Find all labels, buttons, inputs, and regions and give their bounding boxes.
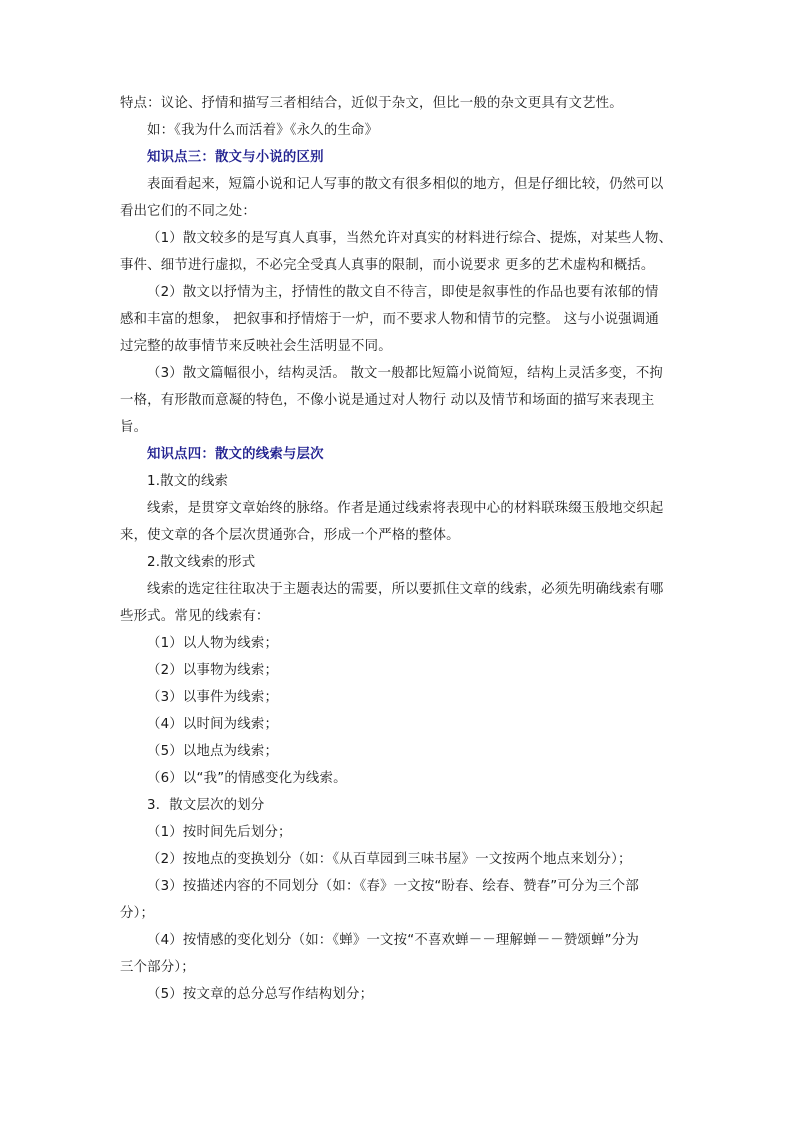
list-item: （1）按时间先后划分； <box>147 825 292 840</box>
list-item: （3）按描述内容的不同划分（如：《春》一文按“盼春、绘春、赞春”可分为三个部 <box>147 879 639 894</box>
paragraph-line: （2）散文以抒情为主，抒情性的散文自不待言，即使是叙事性的作品也要有浓郁的情 <box>147 285 659 300</box>
list-item: （4）按情感的变化划分（如：《蝉》一文按“不喜欢蝉－－理解蝉－－赞颂蝉”分为 <box>147 933 639 948</box>
paragraph-line: 看出它们的不同之处： <box>120 204 256 219</box>
list-item: （5）按文章的总分总写作结构划分； <box>147 987 374 1002</box>
example-line: 如：《我为什么而活着》《永久的生命》 <box>147 123 379 138</box>
paragraph-line: 过完整的故事情节来反映社会生活明显不同。 <box>120 339 392 354</box>
paragraph-line: 一格，有形散而意凝的特色，不像小说是通过对人物行 动以及情节和场面的描写来表现主 <box>120 393 655 408</box>
paragraph-line: （1）散文较多的是写真人真事，当然允许对真实的材料进行综合、提炼，对某些人物、 <box>147 231 673 246</box>
paragraph-line: 来，使文章的各个层次贯通弥合，形成一个严格的整体。 <box>120 528 460 543</box>
paragraph-line: 些形式。常见的线索有： <box>120 609 270 624</box>
paragraph-line: 事件、细节进行虚拟，不必完全受真人真事的限制，而小说要求 更多的艺术虚构和概括。 <box>120 258 655 273</box>
paragraph-line: 线索，是贯穿文章始终的脉络。作者是通过线索将表现中心的材料联珠缀玉般地交织起 <box>147 501 664 516</box>
paragraph-line: 旨。 <box>120 420 148 435</box>
list-item-continuation: 分）； <box>120 906 155 921</box>
section-heading-4: 知识点四：散文的线索与层次 <box>147 447 324 462</box>
paragraph-line: 线索的选定往往取决于主题表达的需要，所以要抓住文章的线索，必须先明确线索有哪 <box>147 582 664 597</box>
list-item: （1）以人物为线索； <box>147 636 279 651</box>
subheading: 3．散文层次的划分 <box>147 798 265 813</box>
list-item: （4）以时间为线索； <box>147 717 279 732</box>
paragraph-line: 表面看起来，短篇小说和记人写事的散文有很多相似的地方，但是仔细比较，仍然可以 <box>147 177 664 192</box>
list-item: （6）以“我”的情感变化为线索。 <box>147 771 347 786</box>
subheading: 1.散文的线索 <box>147 474 229 489</box>
subheading: 2.散文线索的形式 <box>147 555 256 570</box>
list-item-continuation: 三个部分）； <box>120 960 195 975</box>
list-item: （5）以地点为线索； <box>147 744 279 759</box>
paragraph-line: （3）散文篇幅很小，结构灵活。 散文一般都比短篇小说简短，结构上灵活多变，不拘 <box>147 366 664 381</box>
paragraph-line: 感和丰富的想象， 把叙事和抒情熔于一炉，而不要求人物和情节的完整。 这与小说强调通 <box>120 312 659 327</box>
list-item: （3）以事件为线索； <box>147 690 279 705</box>
list-item: （2）以事物为线索； <box>147 663 279 678</box>
section-heading-3: 知识点三：散文与小说的区别 <box>147 150 324 165</box>
list-item: （2）按地点的变换划分（如：《从百草园到三味书屋》一文按两个地点来划分）； <box>147 852 632 867</box>
paragraph-line: 特点：议论、抒情和描写三者相结合，近似于杂文，但比一般的杂文更具有文艺性。 <box>120 96 623 111</box>
